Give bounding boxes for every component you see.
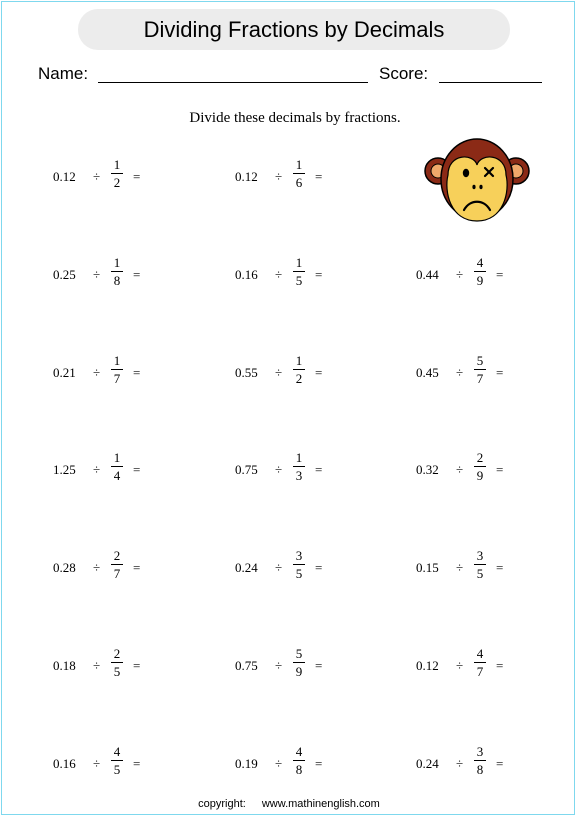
divide-sign: ÷ bbox=[275, 560, 283, 575]
divide-sign: ÷ bbox=[275, 658, 283, 673]
fraction-bar bbox=[293, 369, 305, 370]
instructions: Divide these decimals by fractions. bbox=[189, 110, 401, 126]
fraction-numerator: 3 bbox=[295, 548, 303, 563]
divide-sign: ÷ bbox=[456, 365, 464, 380]
fraction-bar bbox=[293, 466, 305, 467]
equals-sign: = bbox=[496, 267, 504, 282]
fraction bbox=[110, 646, 124, 679]
fraction-denominator: 9 bbox=[476, 273, 484, 288]
decimal-value: 0.75 bbox=[235, 462, 258, 477]
fraction bbox=[473, 255, 487, 288]
fraction-bar bbox=[474, 564, 486, 565]
fraction-bar bbox=[474, 271, 486, 272]
divide-sign: ÷ bbox=[456, 756, 464, 771]
equals-sign: = bbox=[133, 658, 141, 673]
decimal-value: 0.21 bbox=[53, 365, 76, 380]
decimal-value: 0.32 bbox=[416, 462, 439, 477]
fraction bbox=[473, 548, 487, 581]
problem-item bbox=[235, 646, 365, 686]
fraction-denominator: 7 bbox=[476, 664, 484, 679]
fraction-numerator: 1 bbox=[113, 450, 121, 465]
fraction-numerator: 3 bbox=[476, 744, 484, 759]
problem-item bbox=[53, 157, 183, 197]
fraction-numerator: 2 bbox=[476, 450, 484, 465]
fraction-denominator: 5 bbox=[113, 762, 121, 777]
fraction-bar bbox=[111, 271, 123, 272]
fraction-bar bbox=[474, 369, 486, 370]
divide-sign: ÷ bbox=[275, 169, 283, 184]
fraction bbox=[110, 548, 124, 581]
equals-sign: = bbox=[133, 169, 141, 184]
fraction bbox=[110, 744, 124, 777]
fraction-numerator: 4 bbox=[476, 646, 484, 661]
fraction-numerator: 1 bbox=[295, 450, 303, 465]
equals-sign: = bbox=[133, 560, 141, 575]
fraction bbox=[473, 353, 487, 386]
equals-sign: = bbox=[496, 658, 504, 673]
fraction-denominator: 8 bbox=[476, 762, 484, 777]
divide-sign: ÷ bbox=[93, 756, 101, 771]
fraction-denominator: 7 bbox=[113, 371, 121, 386]
fraction-numerator: 1 bbox=[295, 255, 303, 270]
decimal-value: 0.44 bbox=[416, 267, 439, 282]
fraction-denominator: 7 bbox=[476, 371, 484, 386]
worksheet-title: Dividing Fractions by Decimals bbox=[78, 9, 510, 50]
divide-sign: ÷ bbox=[275, 462, 283, 477]
problem-item bbox=[235, 450, 365, 490]
name-score-row bbox=[38, 62, 542, 88]
equals-sign: = bbox=[496, 462, 504, 477]
equals-sign: = bbox=[133, 462, 141, 477]
problem-item bbox=[235, 548, 365, 588]
problem-item bbox=[53, 353, 183, 393]
problem-item bbox=[53, 450, 183, 490]
fraction-denominator: 2 bbox=[113, 175, 121, 190]
fraction-denominator: 9 bbox=[295, 664, 303, 679]
fraction-denominator: 7 bbox=[113, 566, 121, 581]
equals-sign: = bbox=[315, 756, 323, 771]
fraction-denominator: 5 bbox=[476, 566, 484, 581]
decimal-value: 0.15 bbox=[416, 560, 439, 575]
decimal-value: 0.18 bbox=[53, 658, 76, 673]
fraction-denominator: 3 bbox=[295, 468, 303, 483]
fraction bbox=[292, 548, 306, 581]
equals-sign: = bbox=[133, 756, 141, 771]
footer bbox=[0, 798, 578, 810]
divide-sign: ÷ bbox=[275, 756, 283, 771]
decimal-value: 0.12 bbox=[53, 169, 76, 184]
fraction-bar bbox=[293, 662, 305, 663]
fraction-numerator: 5 bbox=[295, 646, 303, 661]
fraction-denominator: 8 bbox=[295, 762, 303, 777]
problem-item bbox=[416, 255, 546, 295]
fraction-denominator: 8 bbox=[113, 273, 121, 288]
divide-sign: ÷ bbox=[93, 267, 101, 282]
decimal-value: 0.75 bbox=[235, 658, 258, 673]
equals-sign: = bbox=[315, 169, 323, 184]
fraction-bar bbox=[111, 466, 123, 467]
fraction-bar bbox=[474, 760, 486, 761]
divide-sign: ÷ bbox=[456, 462, 464, 477]
problem-item bbox=[235, 744, 365, 784]
divide-sign: ÷ bbox=[93, 560, 101, 575]
fraction bbox=[110, 353, 124, 386]
decimal-value: 0.28 bbox=[53, 560, 76, 575]
equals-sign: = bbox=[315, 462, 323, 477]
equals-sign: = bbox=[315, 365, 323, 380]
fraction-numerator: 4 bbox=[295, 744, 303, 759]
decimal-value: 0.45 bbox=[416, 365, 439, 380]
equals-sign: = bbox=[315, 267, 323, 282]
divide-sign: ÷ bbox=[275, 365, 283, 380]
fraction-numerator: 3 bbox=[476, 548, 484, 563]
score-label: Score: bbox=[379, 64, 429, 83]
decimal-value: 0.55 bbox=[235, 365, 258, 380]
problem-item bbox=[235, 353, 365, 393]
name-field[interactable] bbox=[98, 82, 368, 83]
fraction-bar bbox=[111, 564, 123, 565]
problem-item bbox=[235, 255, 365, 295]
fraction bbox=[473, 450, 487, 483]
website-link[interactable]: www.mathinenglish.com bbox=[261, 798, 380, 810]
fraction-numerator: 1 bbox=[295, 157, 303, 172]
fraction-denominator: 5 bbox=[295, 566, 303, 581]
fraction-bar bbox=[293, 271, 305, 272]
divide-sign: ÷ bbox=[456, 267, 464, 282]
problem-item bbox=[416, 744, 546, 784]
fraction-bar bbox=[293, 564, 305, 565]
fraction bbox=[473, 646, 487, 679]
decimal-value: 0.12 bbox=[416, 658, 439, 673]
fraction-bar bbox=[293, 760, 305, 761]
divide-sign: ÷ bbox=[93, 658, 101, 673]
problem-item bbox=[416, 548, 546, 588]
fraction-denominator: 4 bbox=[113, 468, 121, 483]
fraction bbox=[110, 450, 124, 483]
fraction-numerator: 1 bbox=[113, 255, 121, 270]
fraction bbox=[473, 744, 487, 777]
decimal-value: 0.16 bbox=[235, 267, 258, 282]
fraction bbox=[110, 157, 124, 190]
divide-sign: ÷ bbox=[275, 267, 283, 282]
equals-sign: = bbox=[315, 658, 323, 673]
fraction-denominator: 5 bbox=[113, 664, 121, 679]
sad-monkey-icon bbox=[424, 135, 530, 227]
problem-item bbox=[235, 157, 365, 197]
fraction-bar bbox=[111, 369, 123, 370]
decimal-value: 0.12 bbox=[235, 169, 258, 184]
equals-sign: = bbox=[496, 365, 504, 380]
equals-sign: = bbox=[315, 560, 323, 575]
equals-sign: = bbox=[133, 365, 141, 380]
fraction-denominator: 2 bbox=[295, 371, 303, 386]
fraction-denominator: 5 bbox=[295, 273, 303, 288]
problem-item bbox=[53, 646, 183, 686]
fraction-numerator: 1 bbox=[113, 353, 121, 368]
divide-sign: ÷ bbox=[93, 169, 101, 184]
divide-sign: ÷ bbox=[93, 365, 101, 380]
divide-sign: ÷ bbox=[456, 658, 464, 673]
problem-item bbox=[416, 646, 546, 686]
fraction-numerator: 2 bbox=[113, 646, 121, 661]
fraction-bar bbox=[111, 662, 123, 663]
fraction-bar bbox=[111, 173, 123, 174]
fraction bbox=[292, 744, 306, 777]
fraction bbox=[292, 353, 306, 386]
fraction bbox=[110, 255, 124, 288]
fraction bbox=[292, 450, 306, 483]
equals-sign: = bbox=[496, 756, 504, 771]
problem-item bbox=[53, 548, 183, 588]
name-label: Name: bbox=[38, 64, 89, 83]
fraction bbox=[292, 157, 306, 190]
fraction bbox=[292, 646, 306, 679]
decimal-value: 0.16 bbox=[53, 756, 76, 771]
fraction-denominator: 9 bbox=[476, 468, 484, 483]
fraction-numerator: 4 bbox=[113, 744, 121, 759]
problem-item bbox=[53, 744, 183, 784]
score-field[interactable] bbox=[439, 82, 542, 83]
decimal-value: 0.24 bbox=[416, 756, 439, 771]
fraction-bar bbox=[111, 760, 123, 761]
fraction-denominator: 6 bbox=[295, 175, 303, 190]
divide-sign: ÷ bbox=[93, 462, 101, 477]
problem-item bbox=[53, 255, 183, 295]
fraction-numerator: 5 bbox=[476, 353, 484, 368]
decimal-value: 0.19 bbox=[235, 756, 258, 771]
decimal-value: 1.25 bbox=[53, 462, 76, 477]
decimal-value: 0.24 bbox=[235, 560, 258, 575]
fraction-numerator: 4 bbox=[476, 255, 484, 270]
fraction-bar bbox=[474, 466, 486, 467]
fraction-numerator: 2 bbox=[113, 548, 121, 563]
fraction-bar bbox=[293, 173, 305, 174]
divide-sign: ÷ bbox=[456, 560, 464, 575]
equals-sign: = bbox=[133, 267, 141, 282]
copyright-label: copyright: bbox=[198, 798, 246, 810]
problem-item bbox=[416, 450, 546, 490]
problem-item bbox=[416, 353, 546, 393]
equals-sign: = bbox=[496, 560, 504, 575]
decimal-value: 0.25 bbox=[53, 267, 76, 282]
fraction-bar bbox=[474, 662, 486, 663]
fraction-numerator: 1 bbox=[295, 353, 303, 368]
fraction bbox=[292, 255, 306, 288]
fraction-numerator: 1 bbox=[113, 157, 121, 172]
